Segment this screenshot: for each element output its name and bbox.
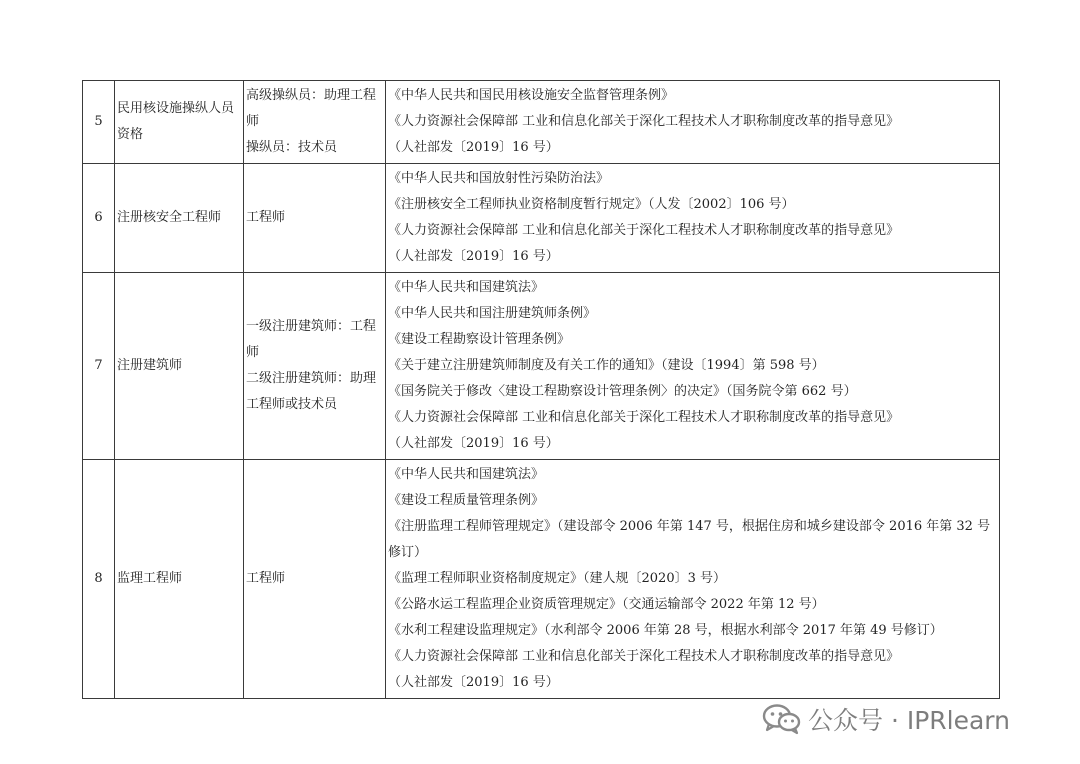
legal-basis <box>386 273 1000 460</box>
professional-title: 高级操纵员：助理工程师 操纵员：技术员 <box>244 81 386 164</box>
basis-line: 《人力资源社会保障部 工业和信息化部关于深化工程技术人才职称制度改革的指导意见》 <box>388 410 900 425</box>
row-number: 7 <box>83 273 115 460</box>
basis-line: 《中华人民共和国注册建筑师条例》 <box>388 306 597 321</box>
qualification-name: 注册建筑师 <box>115 273 244 460</box>
row-number: 6 <box>83 164 115 273</box>
basis-line: 《中华人民共和国民用核设施安全监督管理条例》 <box>388 88 675 103</box>
basis-line: 《建设工程勘察设计管理条例》 <box>388 332 571 347</box>
basis-line: 《注册监理工程师管理规定》（建设部令 2006 年第 147 号，根据住房和城乡建设部令 2016 年第 32 号修订） <box>388 519 991 560</box>
table-row <box>83 460 1000 699</box>
basis-line: 《建设工程质量管理条例》 <box>388 493 545 508</box>
qualification-name: 监理工程师 <box>115 460 244 699</box>
basis-line: 《注册核安全工程师执业资格制度暂行规定》（人发〔2002〕106 号） <box>388 197 795 212</box>
basis-line: 《人力资源社会保障部 工业和信息化部关于深化工程技术人才职称制度改革的指导意见》 <box>388 649 900 664</box>
legal-basis <box>386 164 1000 273</box>
legal-basis <box>386 81 1000 164</box>
basis-line: 《公路水运工程监理企业资质管理规定》（交通运输部令 2022 年第 12 号） <box>388 597 825 612</box>
qualification-table <box>82 80 1000 699</box>
basis-line: 《中华人民共和国建筑法》 <box>388 280 545 295</box>
basis-line: 《中华人民共和国建筑法》 <box>388 467 545 482</box>
table-row <box>83 164 1000 273</box>
basis-line: （人社部发〔2019〕16 号） <box>388 436 559 451</box>
watermark <box>762 700 1010 738</box>
basis-line: 《中华人民共和国放射性污染防治法》 <box>388 171 610 186</box>
legal-basis <box>386 460 1000 699</box>
professional-title: 工程师 <box>244 460 386 699</box>
professional-title: 一级注册建筑师：工程师 二级注册建筑师：助理工程师或技术员 <box>244 273 386 460</box>
basis-line: 《国务院关于修改〈建设工程勘察设计管理条例〉的决定》（国务院令第 662 号） <box>388 384 857 399</box>
qualification-name: 民用核设施操纵人员资格 <box>115 81 244 164</box>
watermark-text: 公众号 · IPRlearn <box>808 706 1010 735</box>
wechat-icon <box>762 703 802 735</box>
basis-line: 《人力资源社会保障部 工业和信息化部关于深化工程技术人才职称制度改革的指导意见》 <box>388 114 900 129</box>
row-number: 8 <box>83 460 115 699</box>
table-row <box>83 273 1000 460</box>
basis-line: 《关于建立注册建筑师制度及有关工作的通知》（建设〔1994〕第 598 号） <box>388 358 825 373</box>
basis-line: （人社部发〔2019〕16 号） <box>388 140 559 155</box>
table-row <box>83 81 1000 164</box>
professional-title: 工程师 <box>244 164 386 273</box>
basis-line: 《监理工程师职业资格制度规定》（建人规〔2020〕3 号） <box>388 571 726 586</box>
basis-line: 《水利工程建设监理规定》（水利部令 2006 年第 28 号，根据水利部令 2017 年第 49 号修订） <box>388 623 943 638</box>
row-number: 5 <box>83 81 115 164</box>
qualification-name: 注册核安全工程师 <box>115 164 244 273</box>
basis-line: 《人力资源社会保障部 工业和信息化部关于深化工程技术人才职称制度改革的指导意见》 <box>388 223 900 238</box>
basis-line: （人社部发〔2019〕16 号） <box>388 675 559 690</box>
basis-line: （人社部发〔2019〕16 号） <box>388 249 559 264</box>
